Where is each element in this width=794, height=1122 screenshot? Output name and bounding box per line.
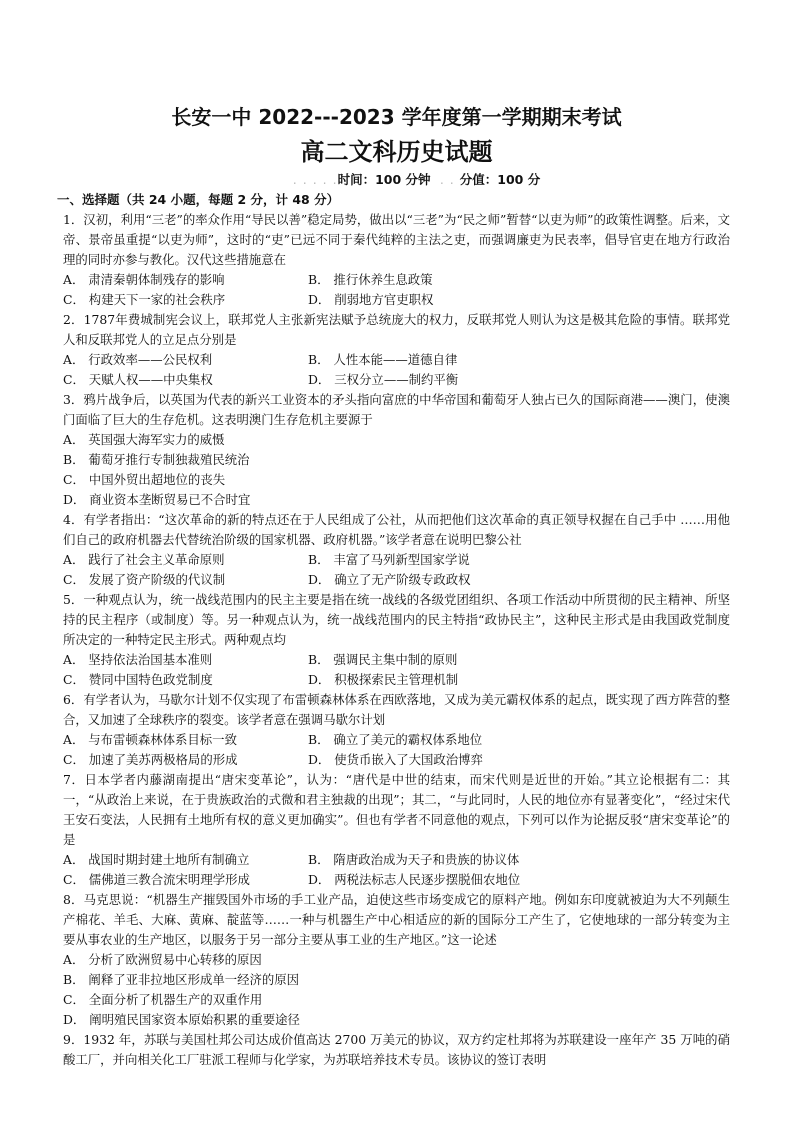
exam-subtitle: 高二文科历史试题 xyxy=(300,138,493,166)
question-stem: 8．马克思说：“机器生产摧毁国外市场的手工业产品，迫使这些市场变成它的原料产地。例如东印度就被迫为大不列颠生产棉花、羊毛、大麻、黄麻、靛蓝等……一种与机器生产中心相适应的新的国际分工产生了，它使地球的一部分转变为主要从事农业的生产地区，以服务于另一部分主要从事工业的生产地区。”这一论述 xyxy=(63,892,730,947)
answer-option: D． 三权分立——制约平衡 xyxy=(308,372,459,387)
answer-option: B． 强调民主集中制的原则 xyxy=(308,652,458,667)
question-stem: 7．日本学者内藤湖南提出“唐宋变革论”，认为：“唐代是中世的结束，而宋代则是近世的开始。”其立论根据有二：其一，“从政治上来说，在于贵族政治的式微和君主独裁的出现”；其二，“与此同时，人民的地位亦有显著变化”，“经过宋代王安石变法，人民拥有土地所有权的意义更加确实”。但也有学者不同意他的观点，下列可以作为论据反驳“唐宋变革论”的是 xyxy=(63,772,730,847)
question-stem: 1．汉初，利用“三老”的率众作用“导民以善”稳定局势，做出以“三老”为“民之师”暂替“以吏为师”的政策性调整。后来，文帝、景帝虽重提“以吏为师”，这时的“吏”已远不同于秦代纯粹的主法之吏，而强调廉吏为民表率，倡导官吏在地方行政治理的同时亦参与教化。汉代这些措施意在 xyxy=(63,212,730,267)
option-row xyxy=(63,750,730,770)
answer-option: A． 战国时期封建土地所有制确立 xyxy=(63,852,250,867)
answer-option: A． 坚持依法治国基本准则 xyxy=(63,652,213,667)
answer-option: C． 加速了美苏两极格局的形成 xyxy=(63,752,238,767)
option-row xyxy=(63,730,730,750)
answer-option: C． 构建天下一家的社会秩序 xyxy=(63,292,226,307)
answer-option: C． 中国外贸出超地位的丧失 xyxy=(63,472,226,487)
answer-option: D． 削弱地方官吏职权 xyxy=(308,292,434,307)
answer-option: B． 阐释了亚非拉地区形成单一经济的原因 xyxy=(63,972,300,987)
leader-dots: . . . . . xyxy=(292,172,338,187)
exam-meta xyxy=(103,170,730,190)
answer-option: C． 赞同中国特色政党制度 xyxy=(63,672,213,687)
option-row xyxy=(63,270,730,290)
exam-time: 时间：100 分钟 xyxy=(337,172,431,187)
answer-option: B． 丰富了马列新型国家学说 xyxy=(308,552,470,567)
option-row xyxy=(63,290,730,310)
answer-option: B． 葡萄牙推行专制独裁殖民统治 xyxy=(63,452,250,467)
question-stem: 3．鸦片战争后，以英国为代表的新兴工业资本的矛头指向富庶的中华帝国和葡萄牙人独占已久的国际商港——澳门，使澳门面临了巨大的生存危机。这表明澳门生存危机主要源于 xyxy=(63,392,730,427)
answer-option: C． 儒佛道三教合流宋明理学形成 xyxy=(63,872,250,887)
option-row xyxy=(63,850,730,870)
option-row xyxy=(63,350,730,370)
answer-option: D． 商业资本垄断贸易已不合时宜 xyxy=(63,492,251,507)
answer-option: A． 肃清秦朝体制残存的影响 xyxy=(63,272,225,287)
question-stem: 2．1787年费城制宪会议上，联邦党人主张新宪法赋予总统庞大的权力，反联邦党人则认为这是极其危险的事情。联邦党人和反联邦党人的立足点分别是 xyxy=(63,312,730,347)
answer-option: C． 发展了资产阶级的代议制 xyxy=(63,572,226,587)
option-row xyxy=(63,550,730,570)
answer-option: A． 与布雷顿森林体系目标一致 xyxy=(63,732,237,747)
answer-option: A． 践行了社会主义革命原则 xyxy=(63,552,225,567)
answer-option: D． 使货币嵌入了大国政治博弈 xyxy=(308,752,483,767)
exam-score: 分值：100 分 xyxy=(459,172,541,187)
answer-option: A． 行政效率——公民权利 xyxy=(63,352,213,367)
option-row xyxy=(63,370,730,390)
question-stem: 9．1932 年，苏联与美国杜邦公司达成价值高达 2700 万美元的协议，双方约定杜邦将为苏联建设一座年产 35 万吨的硝酸工厂，并向相关化工厂驻派工程师与化学家，为苏联培养技术专员。该协议的签订表明 xyxy=(63,1032,730,1067)
answer-option: C． 天赋人权——中央集权 xyxy=(63,372,213,387)
answer-option: D． 积极探索民主管理机制 xyxy=(308,672,459,687)
question-stem: 6．有学者认为，马歇尔计划不仅实现了布雷顿森林体系在西欧落地，又成为美元霸权体系的起点，既实现了西方阵营的整合，又加速了全球秩序的裂变。该学者意在强调马歇尔计划 xyxy=(63,692,730,727)
option-row xyxy=(63,670,730,690)
answer-option: D． 两税法标志人民逐步摆脱佃农地位 xyxy=(308,872,521,887)
answer-option: B． 推行休养生息政策 xyxy=(308,272,433,287)
answer-option: B． 人性本能——道德自律 xyxy=(308,352,458,367)
exam-title: 长安一中 2022---2023 学年度第一学期期末考试 xyxy=(171,105,622,129)
question-stem: 4．有学者指出：“这次革命的新的特点还在于人民组成了公社，从而把他们这次革命的真正领导权握在自己手中 ……用他们自己的政府机器去代替统治阶级的国家机器、政府机器。”该学者意在说明巴黎公社 xyxy=(63,512,730,547)
answer-option: B． 确立了美元的霸权体系地位 xyxy=(308,732,483,747)
option-row xyxy=(63,870,730,890)
option-row xyxy=(63,650,730,670)
answer-option: A． 英国强大海军实力的威慑 xyxy=(63,432,225,447)
question-stem: 5．一种观点认为，统一战线范围内的民主主要是指在统一战线的各级党团组织、各项工作活动中所贯彻的民主精神、所坚持的民主程序（或制度）等。另一种观点认为，统一战线范围内的民主特指“政协民主”，这种民主形式是由我国政党制度所决定的一种特定民主形式。两种观点均 xyxy=(63,592,730,647)
answer-option: D． 确立了无产阶级专政政权 xyxy=(308,572,471,587)
answer-option: C． 全面分析了机器生产的双重作用 xyxy=(63,992,263,1007)
answer-option: B． 隋唐政治成为天子和贵族的协议体 xyxy=(308,852,520,867)
answer-option: A． 分析了欧洲贸易中心转移的原因 xyxy=(63,952,262,967)
answer-option: D． 阐明殖民国家资本原始积累的重要途径 xyxy=(63,1012,300,1027)
section-title: 一、选择题（共 24 小题，每题 2 分，计 48 分） xyxy=(57,192,340,207)
leader-dots: . . xyxy=(434,172,460,187)
option-row xyxy=(63,570,730,590)
